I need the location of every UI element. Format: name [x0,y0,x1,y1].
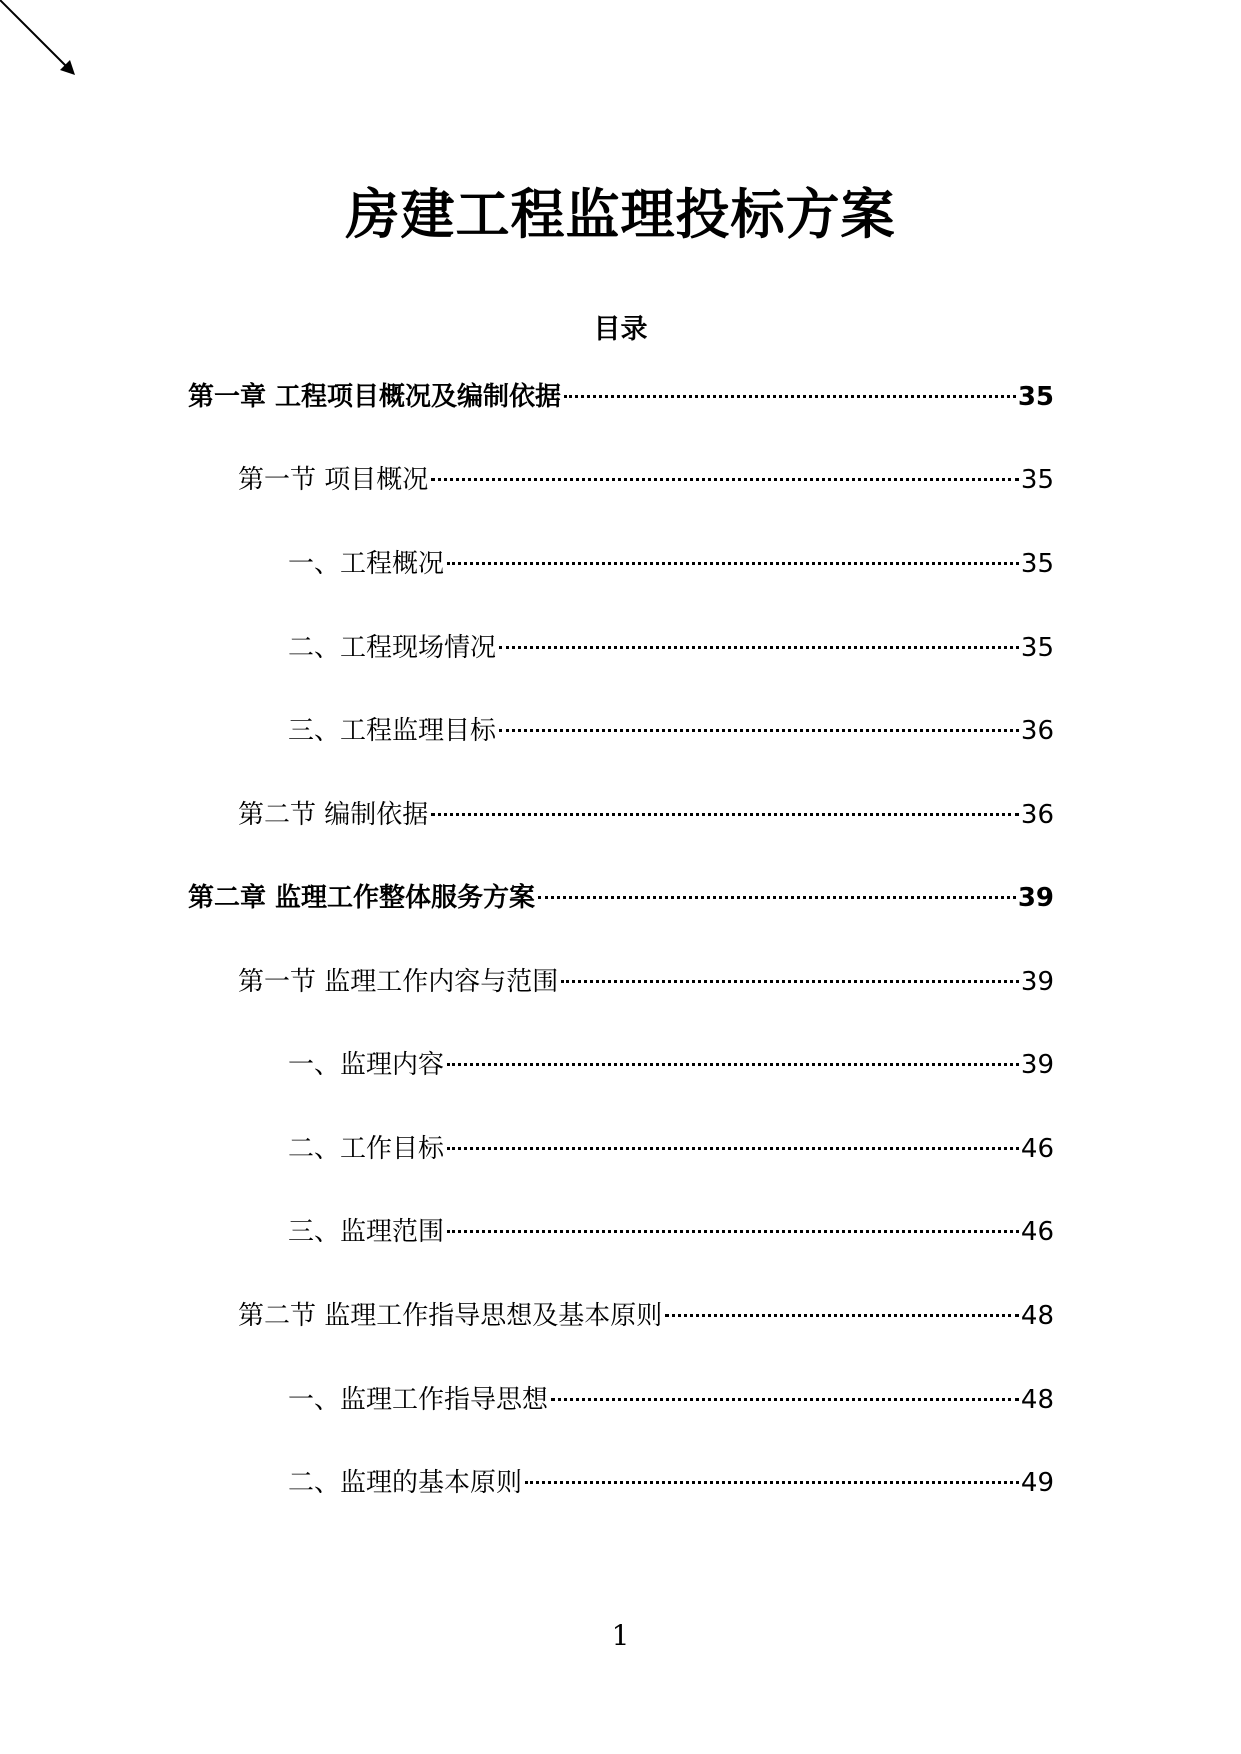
toc-entry[interactable] [238,462,1054,498]
toc-entry[interactable] [288,1465,1054,1501]
toc-entry-page: 36 [1020,800,1054,830]
toc-leader-dots [538,896,1016,899]
document-title: 房建工程监理投标方案 [345,183,896,246]
toc-entry-label: 一、监理工作指导思想 [288,1385,549,1415]
toc-leader-dots [447,562,1019,565]
toc-entry-page: 46 [1020,1134,1054,1164]
toc-entry-page: 39 [1020,1050,1054,1080]
toc-entry-label: 第一章 工程项目概况及编制依据 [188,382,562,412]
toc-leader-dots [665,1314,1019,1317]
toc-entry[interactable] [238,797,1054,833]
toc-leader-dots [564,395,1016,398]
toc-entry-label: 第二章 监理工作整体服务方案 [188,883,536,913]
toc-entry-label: 三、监理范围 [288,1217,445,1247]
toc-leader-dots [431,813,1019,816]
toc-entry-page: 35 [1017,382,1054,412]
toc-entry-label: 一、工程概况 [288,549,445,579]
page-number: 1 [611,1619,630,1652]
toc-entry[interactable] [288,1047,1054,1083]
toc-entry-page: 48 [1020,1385,1054,1415]
toc-entry-label: 第二节 编制依据 [238,800,429,830]
toc-entry-page: 46 [1020,1217,1054,1247]
toc-heading: 目录 [593,314,648,345]
toc-entry-page: 39 [1017,883,1054,913]
toc-entry-label: 二、工作目标 [288,1134,445,1164]
toc-entry[interactable] [288,630,1054,666]
toc-entry-page: 49 [1020,1468,1054,1498]
toc-entry-label: 第二节 监理工作指导思想及基本原则 [238,1301,663,1331]
toc-entry[interactable] [288,1131,1054,1167]
toc-leader-dots [551,1398,1019,1401]
toc-leader-dots [499,729,1019,732]
toc-entry-page: 48 [1020,1301,1054,1331]
toc-entry-label: 二、监理的基本原则 [288,1468,523,1498]
toc-entry-page: 35 [1020,549,1054,579]
toc-entry[interactable] [288,713,1054,749]
diagonal-arrow-icon [0,0,90,90]
toc-entry[interactable] [188,379,1054,415]
toc-leader-dots [525,1481,1019,1484]
toc-entry[interactable] [288,1214,1054,1250]
toc-entry-label: 二、工程现场情况 [288,633,497,663]
toc-entry-label: 三、工程监理目标 [288,716,497,746]
toc-entry-label: 一、监理内容 [288,1050,445,1080]
toc-entry[interactable] [288,1382,1054,1418]
toc-leader-dots [431,478,1019,481]
toc-entry[interactable] [188,880,1054,916]
toc-leader-dots [447,1230,1019,1233]
toc-entry-page: 35 [1020,633,1054,663]
toc-entry-page: 39 [1020,967,1054,997]
toc-entry[interactable] [238,1298,1054,1334]
toc-leader-dots [561,980,1019,983]
toc-entry-page: 35 [1020,465,1054,495]
toc-entry-page: 36 [1020,716,1054,746]
toc-entry[interactable] [288,546,1054,582]
toc-leader-dots [447,1063,1019,1066]
toc-leader-dots [499,646,1019,649]
toc-leader-dots [447,1147,1019,1150]
toc-entry-label: 第一节 监理工作内容与范围 [238,967,559,997]
toc-entry[interactable] [238,964,1054,1000]
toc-entry-label: 第一节 项目概况 [238,465,429,495]
